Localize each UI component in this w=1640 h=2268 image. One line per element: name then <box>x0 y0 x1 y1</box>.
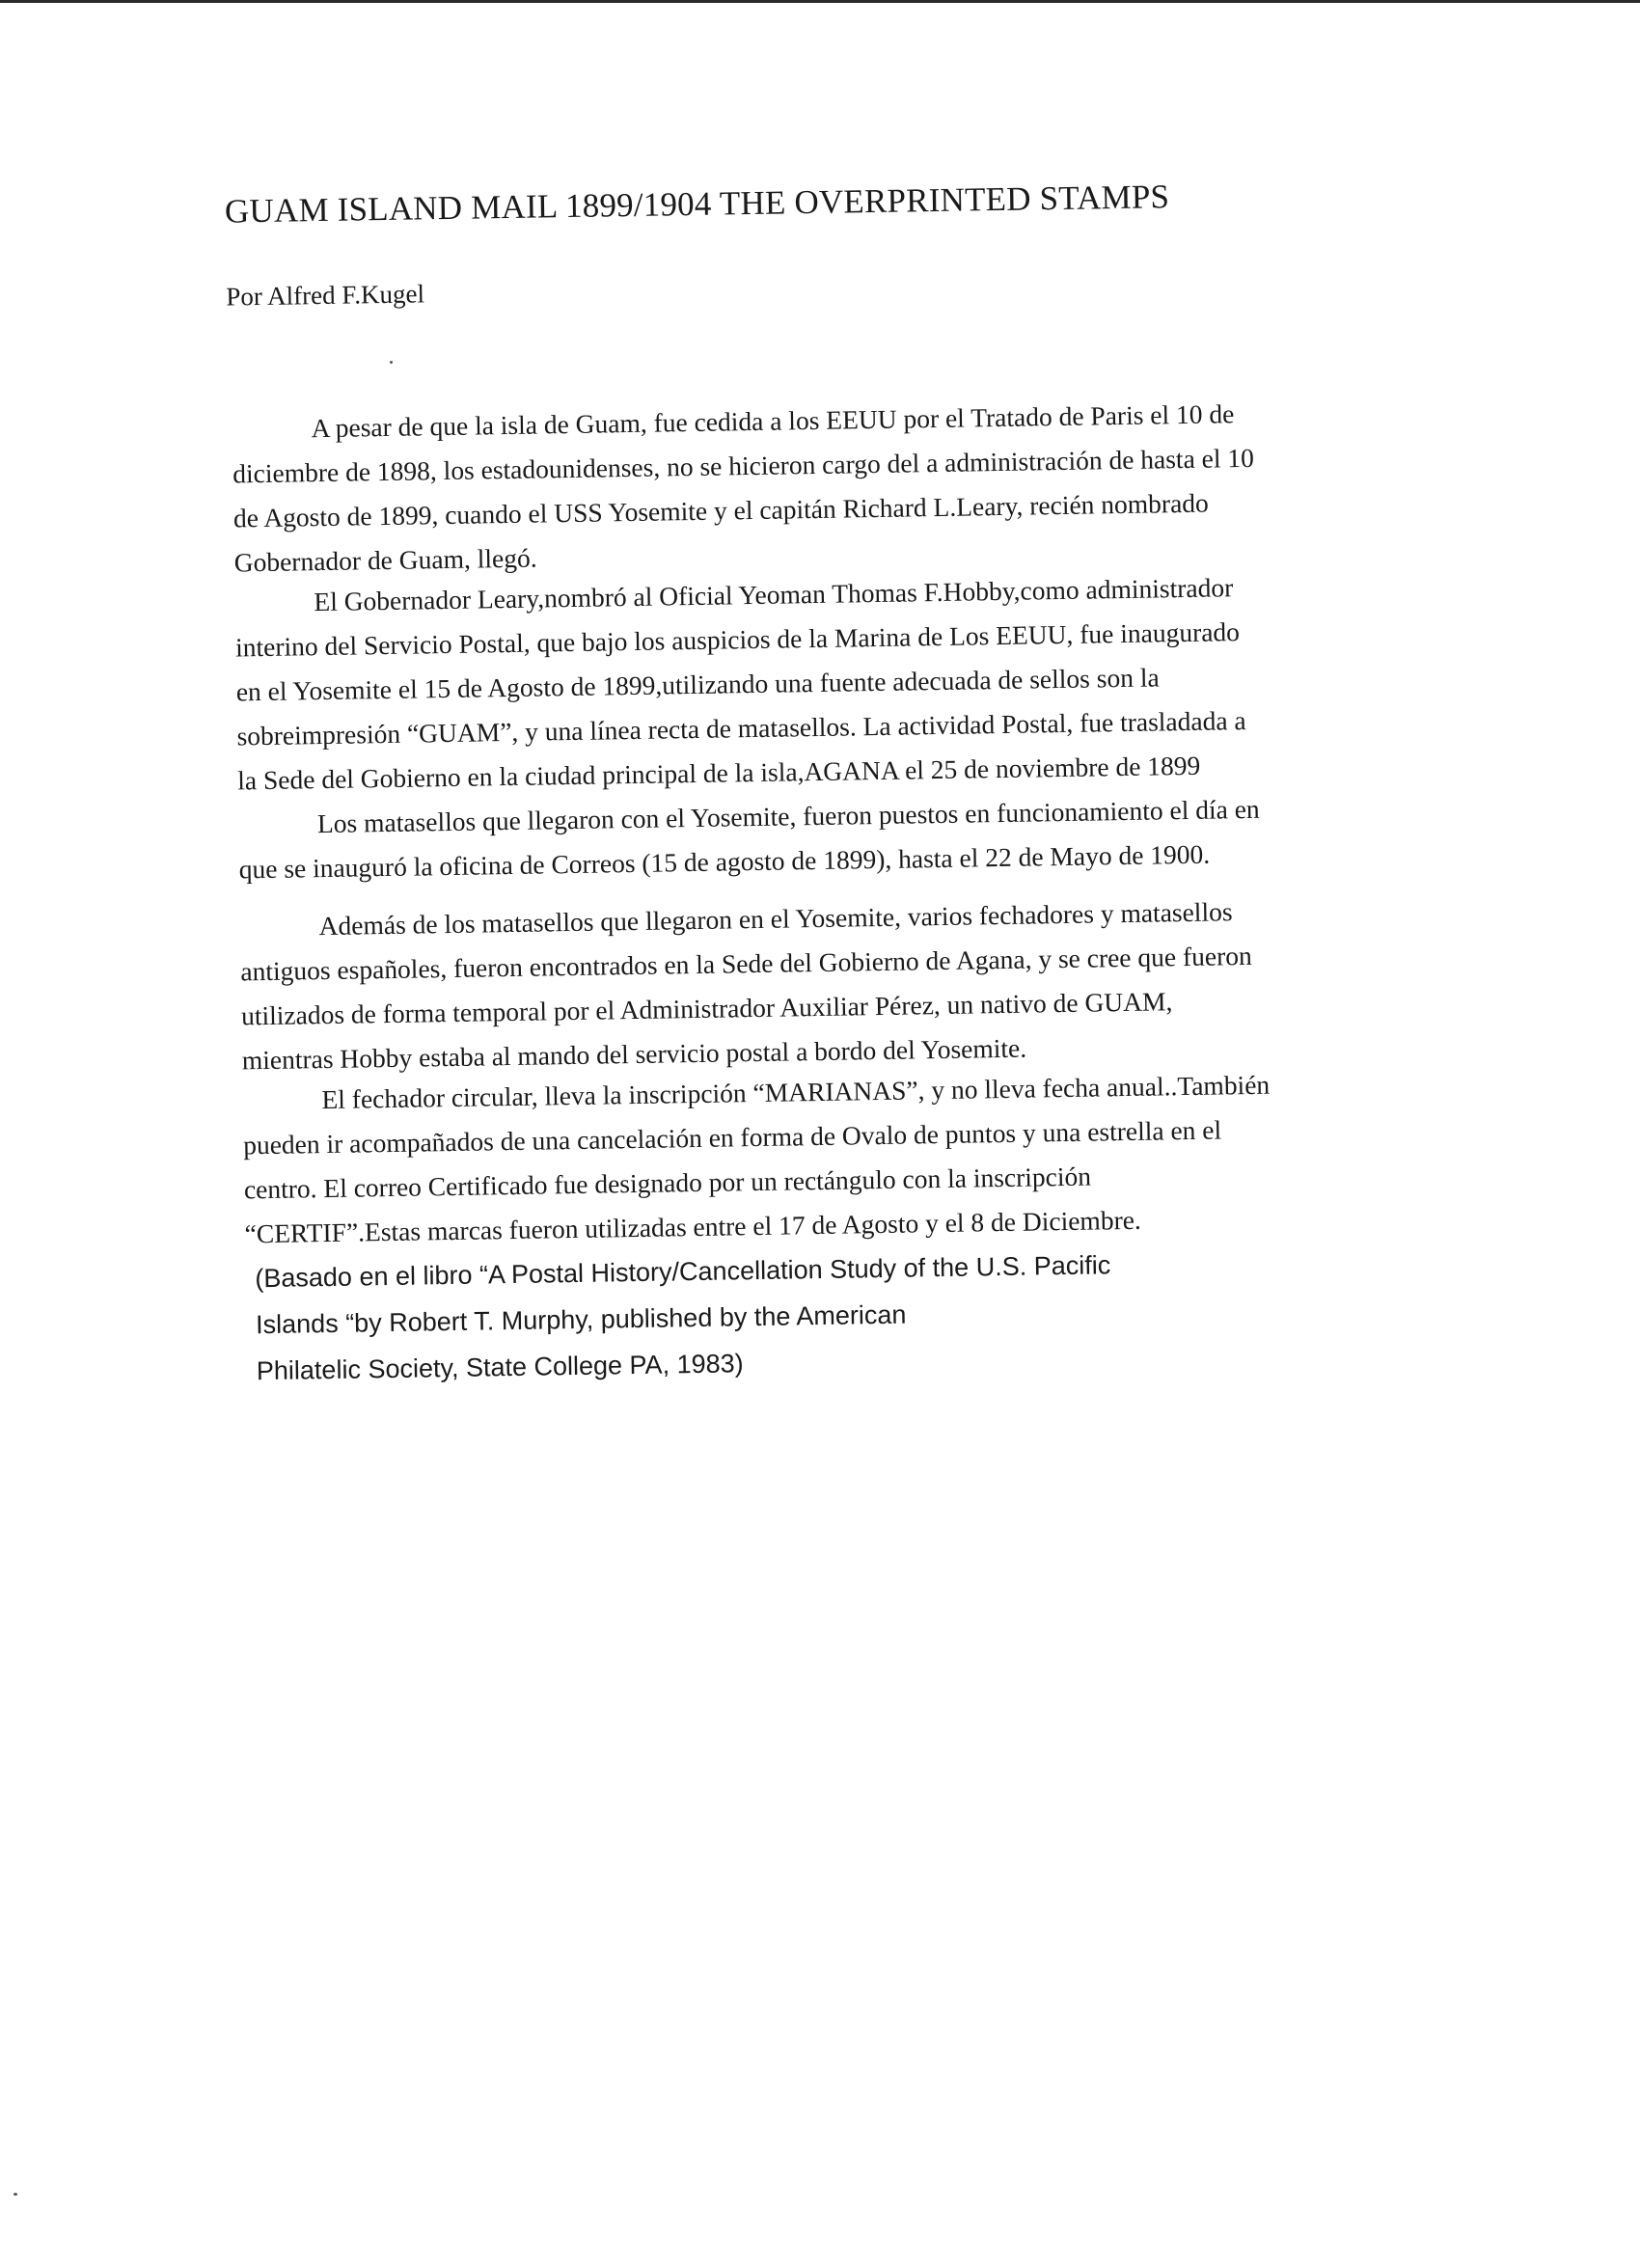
document-title: GUAM ISLAND MAIL 1899/1904 THE OVERPRINTED STAMPS <box>224 178 1170 231</box>
paragraph-line: antiguos españoles, fueron encontrados en la Sede del Gobierno de Agana, y se cree que fueron <box>240 940 1252 987</box>
reference-line: Islands “by Robert T. Murphy, published by the American <box>255 1299 907 1340</box>
paragraph-line: centro. El correo Certificado fue designado por un rectángulo con la inscripción <box>243 1161 1092 1205</box>
scan-speck <box>390 361 393 364</box>
paragraph-line: El fechador circular, lleva la inscripción “MARIANAS”, y no lleva fecha anual..También <box>321 1069 1271 1115</box>
paragraph-line: la Sede del Gobierno en la ciudad principal de la isla,AGANA el 25 de noviembre de 1899 <box>237 750 1201 796</box>
paragraph-line: mientras Hobby estaba al mando del servicio postal a bordo del Yosemite. <box>241 1032 1027 1076</box>
paragraph-line: “CERTIF”.Estas marcas fueron utilizadas entre el 17 de Agosto y el 8 de Diciembre. <box>244 1204 1142 1249</box>
paragraph-line: A pesar de que la isla de Guam, fue cedida a los EEUU por el Tratado de Paris el 10 de <box>311 398 1235 444</box>
paragraph-line: El Gobernador Leary,nombró al Oficial Yeoman Thomas F.Hobby,como administrador <box>314 572 1234 617</box>
paragraph-line: en el Yosemite el 15 de Agosto de 1899,utilizando una fuente adecuada de sellos son la <box>235 662 1160 707</box>
paragraph-line: de Agosto de 1899, cuando el USS Yosemite y el capitán Richard L.Leary, recién nombrado <box>232 487 1210 533</box>
paragraph-3 <box>238 785 1378 892</box>
paragraph-line: que se inauguró la oficina de Correos (15 de agosto de 1899), hasta el 22 de Mayo de 1900. <box>238 838 1211 885</box>
paragraph-line: sobreimpresión “GUAM”, y una línea recta de matasellos. La actividad Postal, fue trasladada a <box>236 705 1246 751</box>
reference-note <box>255 1242 1112 1394</box>
paragraph-line: Gobernador de Guam, llegó. <box>233 542 537 578</box>
paragraph-1 <box>232 390 1373 586</box>
paragraph-line: interino del Servicio Postal, que bajo los auspicios de la Marina de Los EEUU, fue inaugurado <box>234 616 1241 663</box>
paragraph-2 <box>234 563 1376 804</box>
paragraph-line: diciembre de 1898, los estadounidenses, no se hicieron cargo del a administración de hasta el 10 <box>232 442 1255 489</box>
reference-line: (Basado en el libro “A Postal History/Cancellation Study of the U.S. Pacific <box>255 1250 1111 1294</box>
paragraph-5 <box>242 1061 1383 1257</box>
paragraph-line: Además de los matasellos que llegaron en el Yosemite, varios fechadores y matasellos <box>318 896 1233 942</box>
paragraph-4 <box>239 888 1380 1083</box>
scan-speck <box>14 2193 17 2196</box>
paragraph-line: utilizados de forma temporal por el Administrador Auxiliar Pérez, un nativo de GUAM, <box>240 986 1173 1031</box>
reference-line: Philatelic Society, State College PA, 1983) <box>256 1349 744 1386</box>
paragraph-line: Los matasellos que llegaron con el Yosemite, fueron puestos en funcionamiento el día en <box>316 793 1260 839</box>
author-line: Por Alfred F.Kugel <box>226 279 425 312</box>
paragraph-line: pueden ir acompañados de una cancelación en forma de Ovalo de puntos y una estrella en el <box>242 1114 1222 1161</box>
